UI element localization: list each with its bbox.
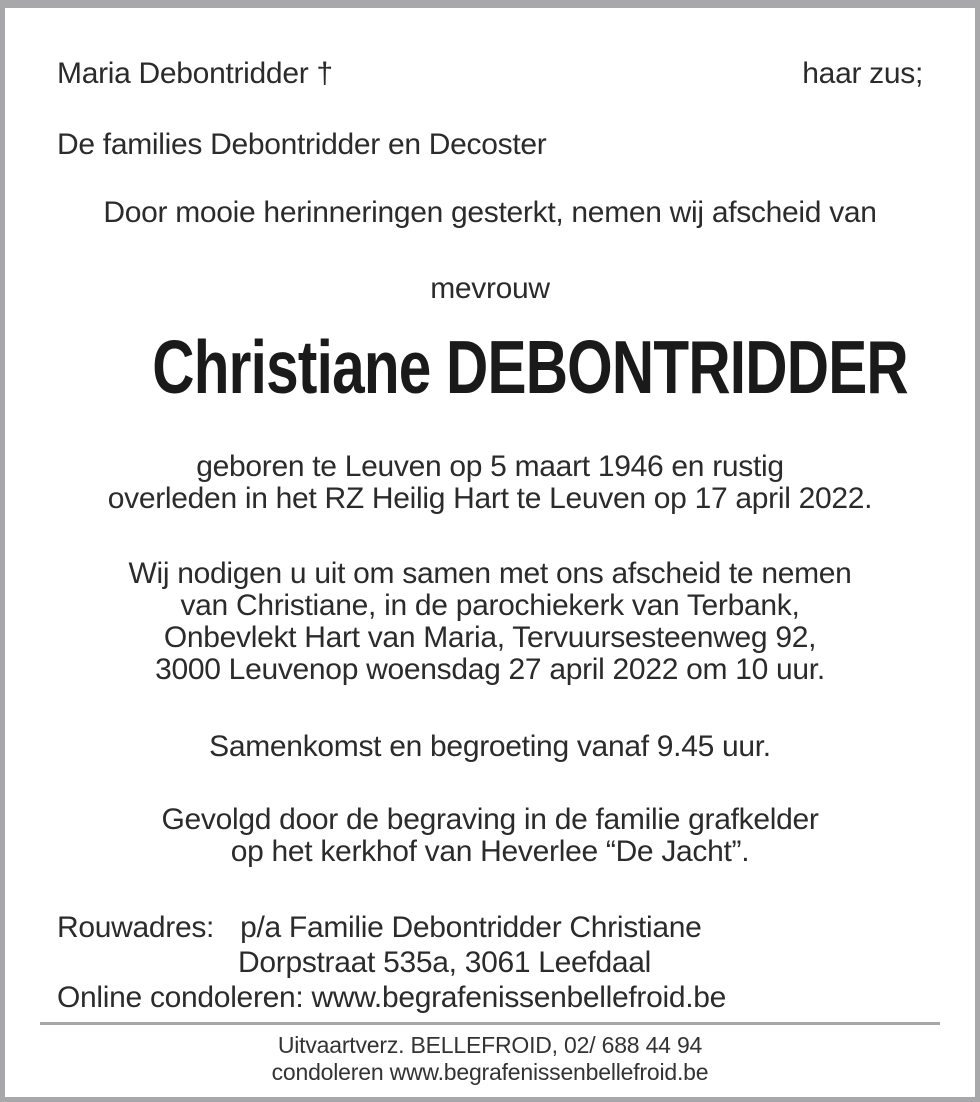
- invitation-line: Onbevlekt Hart van Maria, Tervuursesteenweg 92,: [163, 621, 817, 654]
- footer-divider: [40, 1022, 940, 1025]
- invitation-line: Wij nodigen u uit om samen met ons afscheid te nemen: [128, 557, 852, 590]
- birth-death-line: overleden in het RZ Heilig Hart te Leuven op 17 april 2022.: [107, 482, 873, 515]
- mourning-address-label: Rouwadres:: [57, 911, 215, 944]
- header-row: [57, 58, 923, 90]
- salutation-line: mevrouw: [430, 272, 550, 305]
- intro-line: Door mooie herinneringen gesterkt, nemen wij afscheid van: [103, 196, 877, 229]
- burial-line: Gevolgd door de begraving in de familie grafkelder: [161, 803, 819, 836]
- gathering-line: Samenkomst en begroeting vanaf 9.45 uur.: [209, 730, 771, 763]
- funeral-home-footer: [57, 1032, 923, 1086]
- invitation-line: van Christiane, in de parochiekerk van Terbank,: [180, 589, 800, 622]
- mourning-address-row: [57, 910, 923, 945]
- mourning-address-name: p/a Familie Debontridder Christiane: [240, 911, 702, 944]
- mourning-address-block: [57, 910, 923, 1015]
- invitation-paragraph: [57, 558, 923, 686]
- burial-paragraph: [57, 804, 923, 868]
- deceased-name-title: Christiane DEBONTRIDDER: [152, 325, 908, 409]
- birth-death-line: geboren te Leuven op 5 maart 1946 en rustig: [196, 450, 784, 483]
- birth-death-paragraph: [57, 451, 923, 515]
- invitation-line: 3000 Leuvenop woensdag 27 april 2022 om 10 uur.: [155, 653, 825, 686]
- families-line: De families Debontridder en Decoster: [57, 128, 547, 161]
- funeral-home-contact: Uitvaartverz. BELLEFROID, 02/ 688 44 94: [277, 1032, 703, 1058]
- funeral-home-website: condoleren www.begrafenissenbellefroid.be: [271, 1059, 709, 1085]
- relation-label: haar zus;: [802, 57, 923, 90]
- online-condolence-line: Online condoleren: www.begrafenissenbellefroid.be: [57, 981, 727, 1014]
- mourner-name: Maria Debontridder †: [57, 57, 333, 90]
- mourning-address-street: Dorpstraat 535a, 3061 Leefdaal: [238, 946, 651, 979]
- burial-line: op het kerkhof van Heverlee “De Jacht”.: [230, 835, 750, 868]
